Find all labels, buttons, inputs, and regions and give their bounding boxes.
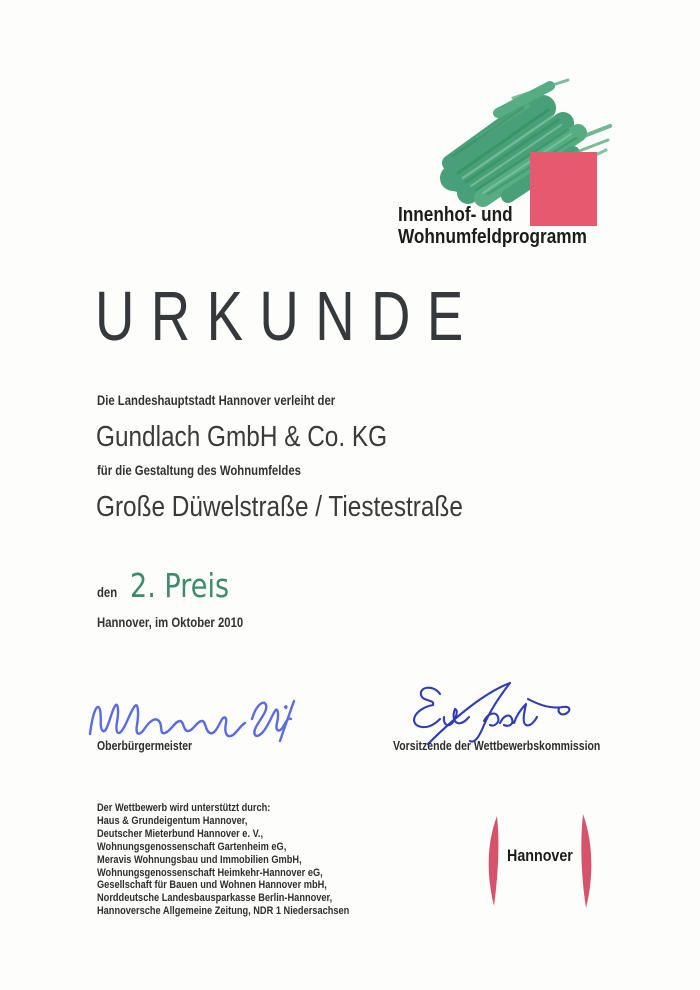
supporter-line: Norddeutsche Landesbausparkasse Berlin-Hannover,	[97, 892, 333, 905]
mayor-signature-label: Oberbürgermeister	[97, 739, 193, 753]
supporter-line: Deutscher Mieterbund Hannover e. V.,	[97, 827, 264, 840]
supporter-line: Wohnungsgenossenschaft Gartenheim eG,	[97, 840, 287, 853]
jury-chair-signature-label: Vorsitzende der Wettbewerbskommission	[393, 739, 601, 753]
date-line: Hannover, im Oktober 2010	[97, 615, 244, 630]
award-prefix: den	[97, 585, 118, 600]
award-line	[97, 566, 251, 605]
project-name: Große Düwelstraße / Tiestestraße	[96, 491, 463, 523]
hannover-logo-wordmark: Hannover	[507, 846, 573, 865]
supporter-line: Wohnungsgenossenschaft Heimkehr-Hannover eG,	[97, 866, 323, 879]
program-logo-title	[398, 204, 618, 248]
supporter-line: Hannoversche Allgemeine Zeitung, NDR 1 Niedersachsen	[97, 905, 350, 918]
recipient-name: Gundlach GmbH & Co. KG	[96, 421, 388, 453]
supporter-line: Gesellschaft für Bauen und Wohnen Hannover mbH,	[97, 879, 327, 892]
intro-line: Die Landeshauptstadt Hannover verleiht der	[97, 393, 336, 408]
purpose-line: für die Gestaltung des Wohnumfeldes	[97, 463, 301, 478]
award-rank: 2. Preis	[130, 566, 230, 605]
hannover-logo-left-wing-icon	[489, 816, 499, 906]
supporters-block	[97, 802, 397, 918]
jury-chair-signature	[400, 680, 578, 748]
certificate-title: URKUNDE	[95, 277, 480, 355]
program-logo-line2: Wohnumfeldprogramm	[398, 226, 587, 248]
supporter-line: Meravis Wohnungsbau und Immobilien GmbH,	[97, 853, 302, 866]
supporter-line: Haus & Grundeigentum Hannover,	[97, 814, 248, 827]
program-logo-line1: Innenhof- und	[398, 204, 513, 226]
supporters-intro: Der Wettbewerb wird unterstützt durch:	[97, 802, 271, 814]
